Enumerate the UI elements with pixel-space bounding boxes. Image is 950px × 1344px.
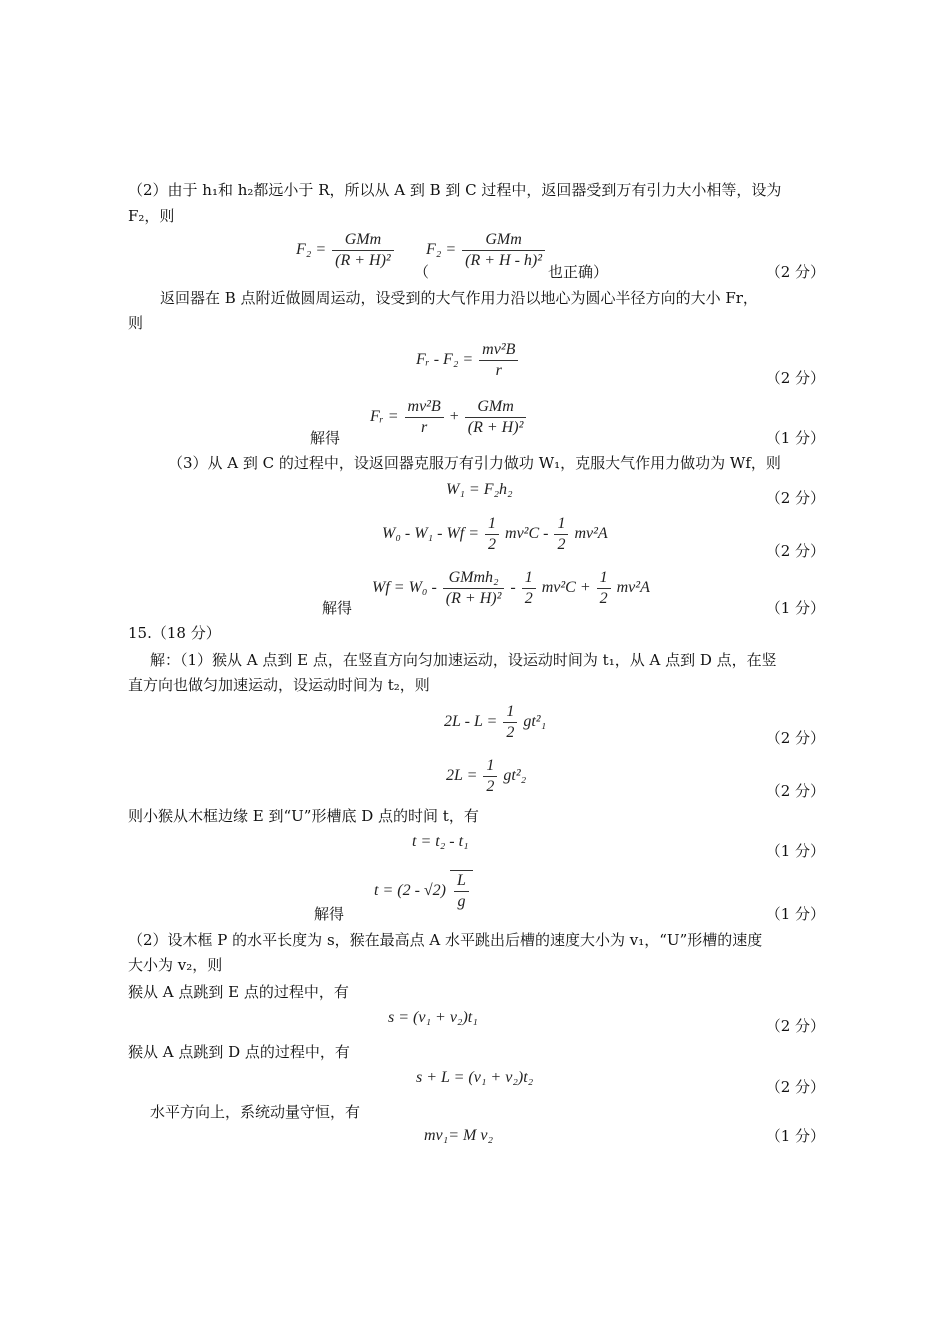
q15-line3: 则小猴从木框边缘 E 到“U”形槽底 D 点的时间 t，有 (128, 807, 479, 825)
part3-score1: （2 分） (765, 489, 825, 507)
q15-eq6: s + L = (v₁ + v₂)t₂ (416, 1069, 534, 1086)
eq1-alt-num: GMm (462, 230, 545, 251)
eq1-alt-den: (R + H - h)² (465, 252, 543, 269)
eq3-den1: r (421, 419, 428, 436)
p3-eq2-t1: mv²C - (505, 525, 549, 543)
part2-score3: （1 分） (765, 429, 825, 447)
part2-intro-line1: （2）由于 h₁和 h₂都远小于 R，所以从 A 到 B 到 C 过程中，返回器受到万有引力大小相等，设为 (128, 181, 782, 199)
q15-line5: 大小为 v₂，则 (128, 956, 223, 974)
q15-eq4 (374, 870, 473, 912)
q15-score5: （2 分） (765, 1017, 825, 1035)
part2-score2: （2 分） (765, 369, 825, 387)
q15-eq1-half-den: 2 (506, 724, 515, 741)
eq3-lhs: Fᵣ = (370, 408, 399, 426)
p3-eq3-t2: mv²C + (541, 579, 591, 597)
q15-score1: （2 分） (765, 729, 825, 747)
eq3-num1: mv²B (405, 397, 444, 418)
q15-line2: 直方向也做匀加速运动，设运动时间为 t₂，则 (128, 676, 430, 694)
eq3-num2: GMm (465, 397, 527, 418)
eq2-den: r (495, 362, 502, 379)
q15-line4: （2）设木框 P 的水平长度为 s，猴在最高点 A 水平跳出后槽的速度大小为 v₁，“U”形槽的速度 (128, 931, 763, 949)
q15-eq5: s = (v₁ + v₂)t₁ (388, 1009, 478, 1026)
part3-score3: （1 分） (765, 599, 825, 617)
part2-eq3 (370, 397, 528, 438)
q15-eq7: mv₁= M v₂ (424, 1127, 494, 1144)
p3-eq2-half-den2: 2 (557, 536, 566, 553)
q15-eq3: t = t₂ - t₁ (412, 833, 469, 850)
q15-eq2-rhs: gt²₂ (503, 767, 527, 785)
q15-eq2-lhs: 2L = (446, 767, 478, 785)
p3-eq2-half-num2: 1 (554, 514, 568, 535)
part2-eq1 (296, 230, 396, 271)
q15-line6: 猴从 A 点跳到 E 点的过程中，有 (128, 983, 349, 1001)
p3-eq3-half-den2: 2 (599, 590, 608, 607)
q15-title: 15.（18 分） (128, 624, 221, 642)
sqrt-symbol (450, 870, 473, 912)
p3-eq2-half-num: 1 (485, 514, 499, 535)
part3-eq1: W₁ = F₂h₂ (446, 481, 513, 498)
q15-score6: （2 分） (765, 1078, 825, 1096)
part3-line1: （3）从 A 到 C 的过程中，设返回器克服万有引力做功 W₁，克服大气作用力做功为 Wf，则 (168, 454, 781, 472)
q15-solve-label: 解得 (314, 905, 345, 923)
q15-line7: 猴从 A 点跳到 D 点的过程中，有 (128, 1043, 350, 1061)
eq1-den: (R + H)² (335, 252, 391, 269)
eq1-alt-lhs: F₂ = (426, 241, 457, 259)
part2-eq2 (416, 340, 520, 381)
q15-score2: （2 分） (765, 782, 825, 800)
eq3-den2: (R + H)² (467, 419, 524, 436)
part3-score2: （2 分） (765, 542, 825, 560)
q15-score4: （1 分） (765, 905, 825, 923)
part2-line4: 则 (128, 314, 144, 332)
eq2-lhs: Fᵣ - F₂ = (416, 351, 474, 369)
p3-eq3-num: GMmh₂ (443, 568, 505, 589)
q15-score3: （1 分） (765, 842, 825, 860)
q15-eq2 (446, 756, 526, 797)
part2-intro-line2: F₂，则 (128, 207, 175, 225)
p3-eq3-half-num: 1 (522, 568, 536, 589)
q15-line1: 解：（1）猴从 A 点到 E 点，在竖直方向匀加速运动，设运动时间为 t₁，从 A 点到 D 点，在竖 (150, 651, 777, 669)
q15-eq1-half-num: 1 (503, 702, 517, 723)
part2-solve-label: 解得 (310, 429, 341, 447)
q15-score7: （1 分） (765, 1127, 825, 1145)
q15-line8: 水平方向上，系统动量守恒，有 (150, 1103, 361, 1121)
part3-eq2 (382, 514, 608, 555)
eq2-num: mv²B (479, 340, 518, 361)
q15-eq1-lhs: 2L - L = (444, 713, 498, 731)
q15-eq4-den: g (457, 893, 466, 910)
eq1-num: GMm (332, 230, 394, 251)
p3-eq3-t3: mv²A (616, 579, 650, 597)
p3-eq2-half-den: 2 (488, 536, 497, 553)
p3-eq2-t2: mv²A (574, 525, 608, 543)
q15-eq2-half-num: 1 (483, 756, 497, 777)
part2-eq1-alt (426, 230, 547, 271)
eq3-plus: + (449, 408, 459, 426)
part3-solve-label: 解得 (322, 599, 353, 617)
eq1-lhs: F₂ = (296, 241, 327, 259)
p3-eq2-lhs: W₀ - W₁ - Wf = (382, 525, 480, 543)
q15-eq2-half-den: 2 (486, 778, 495, 795)
part2-eq1-alt-open: （ (414, 263, 430, 281)
part2-eq1-alt-note: 也正确） (548, 263, 609, 281)
q15-eq4-num: L (454, 871, 469, 892)
p3-eq3-half-num2: 1 (597, 568, 611, 589)
q15-eq1-rhs: gt²₁ (523, 713, 547, 731)
p3-eq3-lhs: Wf = W₀ - (372, 579, 437, 597)
part2-line3: 返回器在 B 点附近做圆周运动，设受到的大气作用力沿以地心为圆心半径方向的大小 Fr， (160, 289, 758, 307)
p3-eq3-t1: - (510, 579, 516, 597)
part2-score1: （2 分） (765, 263, 825, 281)
p3-eq3-den: (R + H)² (445, 590, 502, 607)
q15-eq4-lhs: t = (2 - √2) (374, 882, 447, 900)
part3-eq3 (372, 568, 650, 609)
p3-eq3-half-den: 2 (524, 590, 533, 607)
q15-eq1 (444, 702, 546, 743)
